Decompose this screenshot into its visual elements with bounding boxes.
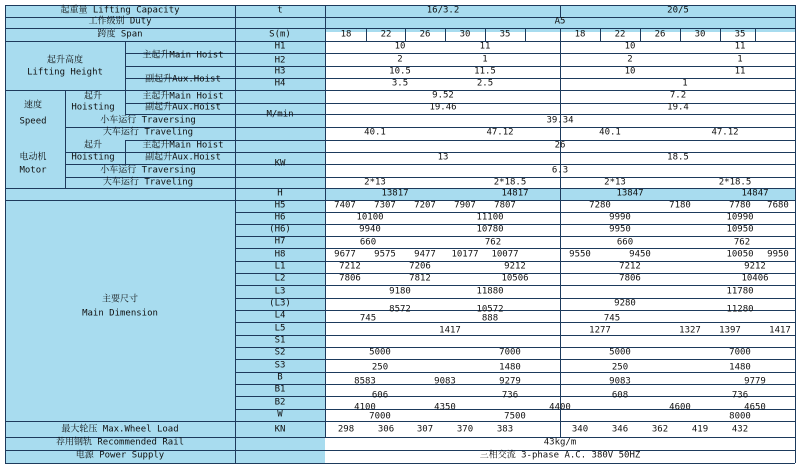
- S2-cell: 5000: [369, 347, 391, 358]
- speed-unit: M/min: [266, 109, 294, 120]
- H5-cell: 7280: [589, 200, 611, 211]
- grid-line: [235, 409, 795, 410]
- wheel-unit: KN: [274, 424, 286, 435]
- speed-hoisting-en: Hoisting: [71, 102, 115, 113]
- speed-main-cell: 7.2: [669, 90, 687, 101]
- L4-cell: 745: [359, 313, 377, 324]
- B2-cell: 4100: [354, 402, 376, 413]
- grid-line: [560, 5, 561, 17]
- grid-line: [235, 285, 795, 286]
- H8-cell: 9575: [374, 249, 396, 260]
- L2-cell: 7812: [409, 273, 431, 284]
- S3-cell: 250: [371, 362, 389, 373]
- speed-main-label: 主起升Main Hoist: [142, 91, 224, 102]
- grid-line: [5, 5, 6, 463]
- span-cell: 18: [340, 29, 352, 40]
- param-l3: L3: [274, 286, 286, 297]
- L3-cell: 11780: [726, 286, 754, 297]
- h3-cell: 10.5: [389, 66, 411, 77]
- param-b2: B2: [274, 397, 286, 408]
- h1-cell: 10: [624, 41, 636, 52]
- grid-line: [235, 236, 795, 237]
- grid-line: [720, 28, 721, 41]
- H5-cell: 7407: [334, 200, 356, 211]
- speed-travel-label: 大车运行 Traveling: [102, 127, 194, 138]
- span-cell: 30: [459, 29, 471, 40]
- S3-cell: 250: [611, 362, 629, 373]
- param-h6p: (H6): [269, 224, 291, 235]
- h1-cell: 10: [394, 41, 406, 52]
- h3-cell: 11.5: [474, 66, 496, 77]
- B2-cell: 4600: [669, 402, 691, 413]
- param-h8: H8: [274, 249, 286, 260]
- kn-cell: 346: [611, 424, 629, 435]
- L3-cell: 9180: [389, 286, 411, 297]
- duty-label: 工作级别 Duty: [88, 16, 152, 27]
- H8-cell: 9950: [767, 249, 789, 260]
- S2-cell: 7000: [499, 347, 521, 358]
- h2-cell: 1: [737, 54, 743, 65]
- H7-cell: 660: [359, 237, 377, 248]
- speed-main-cell: 9.52: [432, 90, 454, 101]
- grid-line: [125, 114, 795, 115]
- B-cell: 9083: [434, 376, 456, 387]
- B1-cell: 608: [611, 390, 629, 401]
- grid-line: [640, 28, 641, 41]
- speed-aux-label: 副起升Aux.Hoist: [145, 102, 221, 113]
- H8-cell: 10177: [451, 249, 479, 260]
- B1-cell: 736: [731, 390, 749, 401]
- duty-value: A5: [554, 16, 566, 27]
- h2-cell: 2: [397, 54, 403, 65]
- motor-trav-label: 小车运行 Traversing: [100, 165, 196, 176]
- speed-trav-cell: 39.34: [546, 115, 574, 126]
- wheel-load-label: 最大轮压 Max.Wheel Load: [61, 424, 179, 435]
- kw-travel-cell: 2*13: [364, 177, 386, 188]
- grid-line: [560, 28, 561, 437]
- H6p-cell: 10780: [476, 224, 504, 235]
- param-h2: H2: [274, 55, 286, 66]
- capacity-label: 起重量 Lifting Capacity: [60, 5, 180, 16]
- grid-line: [65, 90, 66, 188]
- rail-label: 荐用钢轨 Recommended Rail: [55, 437, 185, 448]
- S2-cell: 7000: [729, 347, 751, 358]
- grid-line: [366, 28, 367, 41]
- grid-line: [125, 90, 126, 114]
- grid-line: [125, 41, 126, 90]
- H5-cell: 7307: [374, 200, 396, 211]
- grid-line: [125, 140, 126, 164]
- grid-line: [235, 359, 795, 360]
- span-cell: 30: [694, 29, 706, 40]
- motor-main-label: 主起升Main Hoist: [142, 140, 224, 151]
- speed-aux-cell: 19.46: [429, 102, 457, 113]
- power-unit: KW: [274, 158, 286, 169]
- span-cell: 26: [654, 29, 666, 40]
- main-hoist-label: 主起升Main Hoist: [142, 50, 224, 61]
- param-l1: L1: [274, 261, 286, 272]
- motor-cn: 电动机: [19, 152, 47, 163]
- kn-cell: 419: [691, 424, 709, 435]
- grid-line: [235, 335, 795, 336]
- h4-cell: 1: [682, 78, 688, 89]
- H-cell: 14847: [741, 188, 769, 199]
- L1-cell: 7212: [619, 261, 641, 272]
- kn-cell: 340: [571, 424, 589, 435]
- H8-cell: 10077: [491, 249, 519, 260]
- H5-cell: 7780: [729, 200, 751, 211]
- kn-cell: 383: [496, 424, 514, 435]
- param-h1: H1: [274, 41, 286, 52]
- grid-line: [445, 28, 446, 41]
- grid-line: [485, 28, 486, 41]
- speed-travel-cell: 47.12: [711, 127, 739, 138]
- kn-cell: 307: [416, 424, 434, 435]
- h4-cell: 3.5: [391, 78, 409, 89]
- L2-cell: 7806: [339, 273, 361, 284]
- h3-cell: 10: [624, 66, 636, 77]
- H5-cell: 7680: [767, 200, 789, 211]
- grid-line: [125, 66, 795, 67]
- main-dim-cn: 主要尺寸: [101, 294, 139, 305]
- H5-cell: 7807: [494, 200, 516, 211]
- speed-travel-cell: 47.12: [486, 127, 514, 138]
- grid-line: [795, 5, 796, 463]
- grid-line: [5, 421, 795, 422]
- L3p-cell: 10572: [476, 304, 504, 315]
- lift-height-cn: 起升高度: [46, 55, 84, 66]
- H-cell: 14817: [501, 188, 529, 199]
- motor-hoisting-cn: 起升: [83, 140, 103, 151]
- param-h3: H3: [274, 66, 286, 77]
- param-l4: L4: [274, 310, 286, 321]
- H6-cell: 11100: [476, 212, 504, 223]
- L2-cell: 7806: [619, 273, 641, 284]
- B1-cell: 606: [371, 390, 389, 401]
- L2-cell: 10506: [501, 273, 529, 284]
- h1-cell: 11: [479, 41, 491, 52]
- H6p-cell: 9940: [359, 224, 381, 235]
- span-cell: 26: [419, 29, 431, 40]
- speed-trav-label: 小车运行 Traversing: [100, 115, 196, 126]
- H5-cell: 7907: [454, 200, 476, 211]
- span-cell: 22: [380, 29, 392, 40]
- S2-cell: 5000: [609, 347, 631, 358]
- L3-cell: 11880: [476, 286, 504, 297]
- L1-cell: 7206: [409, 261, 431, 272]
- L2-cell: 10406: [741, 273, 769, 284]
- L1-cell: 7212: [339, 261, 361, 272]
- speed-cn: 速度: [23, 100, 43, 111]
- param-h: H: [277, 188, 283, 199]
- motor-hoisting-en: Hoisting: [71, 152, 115, 163]
- h2-cell: 2: [627, 54, 633, 65]
- S3-cell: 1480: [499, 362, 521, 373]
- L5-cell: 1417: [439, 325, 461, 336]
- S3-cell: 1480: [729, 362, 751, 373]
- grid-line: [125, 103, 795, 104]
- kw-aux-cell: 18.5: [667, 152, 689, 163]
- H6-cell: 10100: [356, 212, 384, 223]
- param-s1: S1: [274, 335, 286, 346]
- grid-line: [600, 28, 601, 41]
- B2-cell: 4350: [434, 402, 456, 413]
- grid-line: [525, 28, 526, 41]
- B2-cell: 4400: [549, 402, 571, 413]
- grid-line: [125, 140, 795, 141]
- B1-cell: 736: [501, 390, 519, 401]
- L5-cell: 1417: [769, 325, 791, 336]
- H7-cell: 762: [733, 237, 751, 248]
- L4-cell: 888: [481, 313, 499, 324]
- speed-aux-cell: 19.4: [667, 102, 689, 113]
- L1-cell: 9212: [504, 261, 526, 272]
- span-cell: 22: [614, 29, 626, 40]
- H7-cell: 660: [616, 237, 634, 248]
- H8-cell: 9477: [414, 249, 436, 260]
- span-cell: 35: [499, 29, 511, 40]
- motor-travel-label: 大车运行 Traveling: [102, 177, 194, 188]
- grid-line: [235, 322, 795, 323]
- param-l3p: (L3): [269, 298, 291, 309]
- B2-cell: 4650: [744, 402, 766, 413]
- kn-cell: 298: [337, 424, 355, 435]
- H8-cell: 9677: [334, 249, 356, 260]
- H8-cell: 10050: [726, 249, 754, 260]
- L5-cell: 1397: [719, 325, 741, 336]
- B-cell: 9279: [499, 376, 521, 387]
- grid-line: [5, 463, 795, 464]
- kw-trav-cell: 6.3: [551, 165, 569, 176]
- param-s2: S2: [274, 347, 286, 358]
- param-w: W: [277, 409, 283, 420]
- H6-cell: 9990: [609, 212, 631, 223]
- grid-line: [235, 224, 795, 225]
- grid-line: [405, 28, 406, 41]
- speed-travel-cell: 40.1: [364, 127, 386, 138]
- H-cell: 13847: [616, 188, 644, 199]
- grid-line: [235, 310, 795, 311]
- L3-center-cell: 9280: [614, 298, 636, 309]
- grid-line: [325, 5, 326, 437]
- kw-aux-cell: 13: [437, 152, 449, 163]
- L5-cell: 1327: [679, 325, 701, 336]
- param-h5: H5: [274, 200, 286, 211]
- param-h7: H7: [274, 236, 286, 247]
- L5-cell: 1277: [589, 325, 611, 336]
- L3p-cell: 8572: [389, 304, 411, 315]
- param-h4: H4: [274, 78, 286, 89]
- grid-line: [235, 5, 236, 463]
- aux-hoist-label: 副起升Aux.Hoist: [145, 74, 221, 85]
- motor-aux-label: 副起升Aux.Hoist: [145, 152, 221, 163]
- speed-en: Speed: [19, 116, 47, 127]
- L1-cell: 9212: [744, 261, 766, 272]
- param-h6: H6: [274, 212, 286, 223]
- H5-cell: 7207: [414, 200, 436, 211]
- kn-cell: 306: [377, 424, 395, 435]
- h1-cell: 11: [734, 41, 746, 52]
- grid-line: [755, 28, 756, 41]
- rail-value: 43kg/m: [543, 437, 577, 448]
- power-value: 三相交流 3-phase A.C. 380V 50HZ: [479, 450, 641, 461]
- kn-cell: 370: [456, 424, 474, 435]
- grid-line: [680, 28, 681, 41]
- H8-cell: 9550: [569, 249, 591, 260]
- L3p-cell: 11280: [726, 304, 754, 315]
- speed-travel-cell: 40.1: [599, 127, 621, 138]
- capacity-unit: t: [277, 5, 283, 16]
- span-cell: 18: [574, 29, 586, 40]
- h4-cell: 2.5: [476, 78, 494, 89]
- H8-cell: 9450: [629, 249, 651, 260]
- W-cell: 7000: [369, 411, 391, 422]
- H6p-cell: 9950: [609, 224, 631, 235]
- kw-travel-cell: 2*18.5: [718, 177, 752, 188]
- H5-cell: 7180: [669, 200, 691, 211]
- param-l5: L5: [274, 323, 286, 334]
- kn-cell: 362: [651, 424, 669, 435]
- span-label: 跨度 Span: [97, 29, 143, 40]
- param-b: B: [277, 372, 283, 383]
- main-dim-en: Main Dimension: [82, 308, 158, 319]
- power-label: 电源 Power Supply: [75, 450, 165, 461]
- grid-line: [125, 78, 795, 79]
- kw-main-cell: 26: [554, 140, 566, 151]
- kn-cell: 432: [731, 424, 749, 435]
- grid-line: [125, 53, 795, 54]
- speed-hoisting-cn: 起升: [83, 91, 103, 102]
- lift-height-en: Lifting Height: [27, 67, 103, 78]
- grid-line: [235, 298, 795, 299]
- H-cell: 13817: [381, 188, 409, 199]
- kw-travel-cell: 2*18.5: [493, 177, 527, 188]
- B-cell: 9779: [744, 376, 766, 387]
- span-unit: S(m): [269, 29, 291, 40]
- H6-cell: 10990: [726, 212, 754, 223]
- grid-line: [235, 212, 795, 213]
- capacity-b: 20/5: [667, 5, 689, 16]
- capacity-a: 16/3.2: [426, 5, 460, 16]
- B-cell: 9083: [609, 376, 631, 387]
- h3-cell: 11: [734, 66, 746, 77]
- H7-cell: 762: [484, 237, 502, 248]
- h2-cell: 1: [482, 54, 488, 65]
- param-b1: B1: [274, 384, 286, 395]
- W-cell: 8000: [729, 411, 751, 422]
- kw-travel-cell: 2*13: [604, 177, 626, 188]
- param-l2: L2: [274, 273, 286, 284]
- param-s3: S3: [274, 360, 286, 371]
- B-cell: 8583: [354, 376, 376, 387]
- W-cell: 7500: [504, 411, 526, 422]
- motor-en: Motor: [19, 165, 47, 176]
- L4-cell: 745: [603, 313, 621, 324]
- span-cell: 35: [734, 29, 746, 40]
- H6p-cell: 10950: [726, 224, 754, 235]
